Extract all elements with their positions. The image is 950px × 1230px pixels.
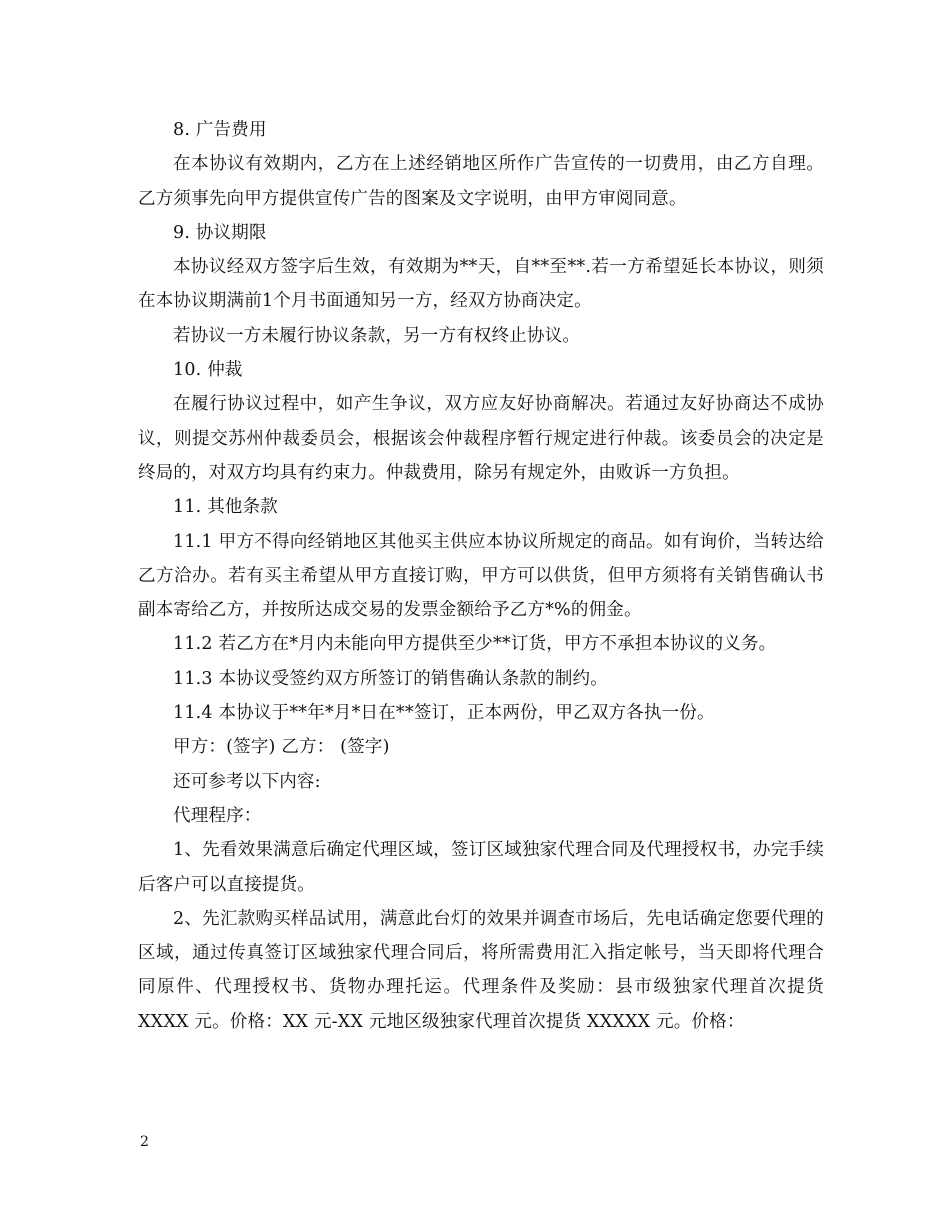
paragraph-arbitration: 在履行协议过程中，如产生争议，双方应友好协商解决。若通过友好协商达不成协议，则提交苏州仲裁委员会，根据该会仲裁程序暂行规定进行仲裁。该委员会的决定是终局的，对双方均具有约束力。仲裁费用，除另有规定外，由败诉一方负担。	[138, 394, 824, 483]
clause-11-2: 11.2 若乙方在*月内未能向甲方提供至少**订货，甲方不承担本协议的义务。	[173, 634, 777, 655]
paragraph-term: 本协议经双方签字后生效，有效期为**天，自**至**.若一方希望延长本协议，则须在本协议期满前1个月书面通知另一方，经双方协商决定。	[138, 257, 824, 312]
section-heading-term: 9. 协议期限	[173, 222, 267, 243]
paragraph-termination: 若协议一方未履行协议条款，另一方有权终止协议。	[173, 325, 581, 346]
procedure-step-1: 1、先看效果满意后确定代理区域，签订区域独家代理合同及代理授权书，办完手续后客户可以直接提货。	[138, 840, 824, 895]
signature-line: 甲方：(签字) 乙方： (签字)	[173, 737, 390, 758]
document-body	[138, 113, 824, 1039]
page-number: 2	[140, 1134, 149, 1150]
clause-11-4: 11.4 本协议于**年*月*日在**签订，正本两份，甲乙双方各执一份。	[173, 703, 715, 724]
procedure-step-2: 2、先汇款购买样品试用，满意此台灯的效果并调查市场后，先电话确定您要代理的区域，通过传真签订区域独家代理合同后，将所需费用汇入指定帐号，当天即将代理合同原件、代理授权书、货物办理托运。代理条件及奖励：县市级独家代理首次提货 XXXX 元。价格：XX 元-XX 元地区级独家代理首次提货 XXXXX 元。价格：	[138, 908, 824, 1032]
reference-intro: 还可参考以下内容:	[173, 771, 321, 792]
clause-11-3: 11.3 本协议受签约双方所签订的销售确认条款的制约。	[173, 668, 608, 689]
clause-11-1: 11.1 甲方不得向经销地区其他买主供应本协议所规定的商品。如有询价，当转达给乙方洽办。若有买主希望从甲方直接订购，甲方可以供货，但甲方须将有关销售确认书副本寄给乙方，并按所达成交易的发票金额给予乙方*%的佣金。	[138, 531, 824, 621]
section-heading-other-terms: 11. 其他条款	[173, 497, 278, 518]
paragraph-advertising: 在本协议有效期内，乙方在上述经销地区所作广告宣传的一切费用，由乙方自理。乙方须事先向甲方提供宣传广告的图案及文字说明，由甲方审阅同意。	[138, 154, 824, 209]
section-heading-advertising: 8. 广告费用	[173, 120, 267, 140]
section-heading-arbitration: 10. 仲裁	[173, 360, 243, 381]
agency-procedure-heading: 代理程序：	[173, 805, 262, 826]
